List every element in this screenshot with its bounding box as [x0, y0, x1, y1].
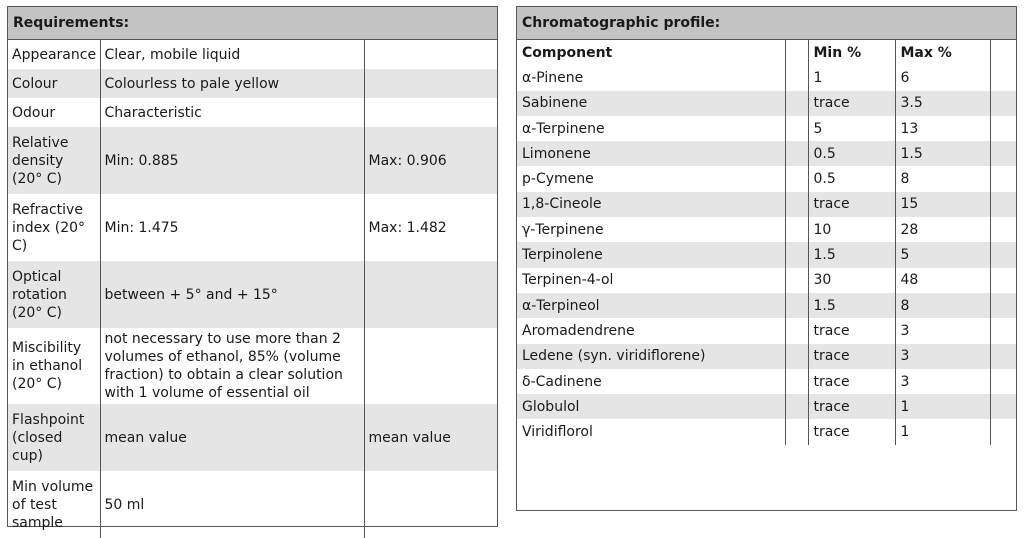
component-min: trace	[808, 369, 895, 394]
requirement-extra	[364, 471, 497, 538]
requirement-row	[8, 69, 497, 98]
requirement-label: Colour	[8, 69, 100, 98]
component-max: 8	[895, 166, 990, 191]
requirement-extra	[364, 261, 497, 328]
component-name: α-Terpinene	[517, 116, 785, 141]
requirement-row	[8, 127, 497, 194]
chromatographic-panel	[516, 6, 1017, 511]
component-max: 48	[895, 268, 990, 293]
component-row	[517, 116, 1016, 141]
component-max: 15	[895, 192, 990, 217]
component-min: trace	[808, 192, 895, 217]
component-name: p-Cymene	[517, 166, 785, 191]
component-row	[517, 419, 1016, 444]
header-min: Min %	[808, 40, 895, 65]
requirement-value: Min: 0.885	[100, 127, 364, 194]
component-name: Aromadendrene	[517, 318, 785, 343]
component-max: 1	[895, 394, 990, 419]
requirement-row	[8, 471, 497, 538]
requirement-label: Miscibility in ethanol (20° C)	[8, 328, 100, 404]
component-row	[517, 394, 1016, 419]
component-min: 0.5	[808, 166, 895, 191]
requirement-row	[8, 40, 497, 69]
component-min: trace	[808, 394, 895, 419]
component-max: 3	[895, 344, 990, 369]
requirement-extra: Max: 0.906	[364, 127, 497, 194]
component-row	[517, 192, 1016, 217]
requirement-value: Characteristic	[100, 98, 364, 127]
requirement-label: Refractive index (20° C)	[8, 194, 100, 261]
requirements-panel	[7, 6, 498, 531]
component-max: 28	[895, 217, 990, 242]
component-row	[517, 242, 1016, 267]
requirement-label: Relative density (20° C)	[8, 127, 100, 194]
component-min: trace	[808, 91, 895, 116]
requirement-extra	[364, 98, 497, 127]
requirement-value: Min: 1.475	[100, 194, 364, 261]
requirement-extra: mean value	[364, 404, 497, 471]
component-name: α-Pinene	[517, 65, 785, 90]
component-min: 5	[808, 116, 895, 141]
component-name: Ledene (syn. viridiflorene)	[517, 344, 785, 369]
requirement-label: Min volume of test sample	[8, 471, 100, 538]
requirement-row	[8, 98, 497, 127]
component-max: 1.5	[895, 141, 990, 166]
component-max: 5	[895, 242, 990, 267]
chromatographic-title: Chromatographic profile:	[517, 7, 1016, 40]
component-name: Terpinen-4-ol	[517, 268, 785, 293]
component-max: 13	[895, 116, 990, 141]
requirement-row	[8, 404, 497, 471]
chromatographic-table	[517, 40, 1016, 445]
component-row	[517, 293, 1016, 318]
requirement-extra	[364, 328, 497, 404]
component-name: 1,8-Cineole	[517, 192, 785, 217]
header-max: Max %	[895, 40, 990, 65]
requirement-value: not necessary to use more than 2 volumes of ethanol, 85% (volume fraction) to obtain a clear solution with 1 volume of essential oil	[100, 328, 364, 404]
component-max: 3	[895, 318, 990, 343]
component-min: 30	[808, 268, 895, 293]
requirement-value: mean value	[100, 404, 364, 471]
component-row	[517, 91, 1016, 116]
component-min: 1.5	[808, 293, 895, 318]
component-row	[517, 141, 1016, 166]
requirement-value: between + 5° and + 15°	[100, 261, 364, 328]
component-max: 3	[895, 369, 990, 394]
requirement-extra	[364, 40, 497, 69]
component-min: 0.5	[808, 141, 895, 166]
requirement-row	[8, 261, 497, 328]
component-row	[517, 369, 1016, 394]
component-name: Sabinene	[517, 91, 785, 116]
requirement-row	[8, 328, 497, 404]
component-min: 10	[808, 217, 895, 242]
component-row	[517, 268, 1016, 293]
component-name: γ-Terpinene	[517, 217, 785, 242]
component-max: 8	[895, 293, 990, 318]
requirement-value: Clear, mobile liquid	[100, 40, 364, 69]
requirement-label: Flashpoint (closed cup)	[8, 404, 100, 471]
component-row	[517, 318, 1016, 343]
requirement-value: Colourless to pale yellow	[100, 69, 364, 98]
component-min: trace	[808, 344, 895, 369]
requirement-label: Odour	[8, 98, 100, 127]
component-name: Limonene	[517, 141, 785, 166]
requirement-label: Optical rotation (20° C)	[8, 261, 100, 328]
component-min: 1.5	[808, 242, 895, 267]
requirement-value: 50 ml	[100, 471, 364, 538]
component-name: Terpinolene	[517, 242, 785, 267]
requirement-row	[8, 194, 497, 261]
component-min: trace	[808, 318, 895, 343]
requirements-title: Requirements:	[8, 7, 497, 40]
requirement-extra: Max: 1.482	[368, 219, 447, 236]
component-min: trace	[808, 419, 895, 444]
component-name: Globulol	[517, 394, 785, 419]
component-name: δ-Cadinene	[517, 369, 785, 394]
component-row	[517, 65, 1016, 90]
requirement-extra	[364, 69, 497, 98]
component-max: 1	[895, 419, 990, 444]
requirement-label: Appearance	[8, 40, 100, 69]
component-row	[517, 344, 1016, 369]
chromatographic-header-row	[517, 40, 1016, 65]
component-row	[517, 217, 1016, 242]
component-name: Viridiflorol	[517, 419, 785, 444]
component-name: α-Terpineol	[517, 293, 785, 318]
component-max: 3.5	[895, 91, 990, 116]
requirements-table	[8, 40, 497, 538]
component-row	[517, 166, 1016, 191]
component-min: 1	[808, 65, 895, 90]
header-component: Component	[517, 40, 785, 65]
component-max: 6	[895, 65, 990, 90]
